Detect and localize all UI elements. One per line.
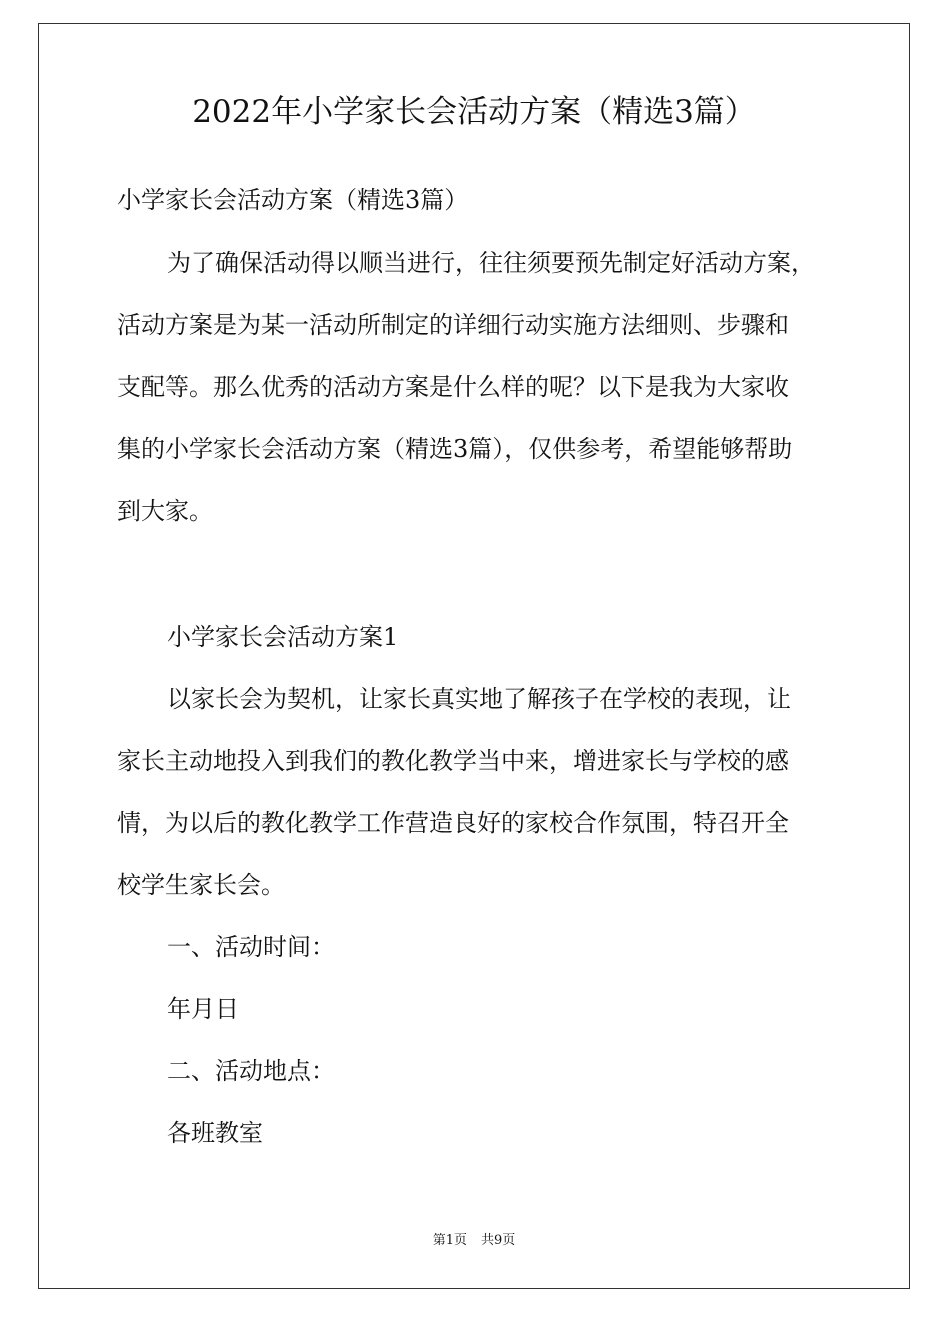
item-label-time: 一、活动时间： xyxy=(167,933,335,961)
section-paragraph-line: 校学生家长会。 xyxy=(117,871,285,899)
intro-line: 集的小学家长会活动方案（精选3篇），仅供参考，希望能够帮助 xyxy=(117,435,793,463)
section-paragraph-line: 以家长会为契机，让家长真实地了解孩子在学校的表现，让 xyxy=(167,685,791,713)
page-number-total: 共9页 xyxy=(481,1233,516,1248)
intro-line: 支配等。那么优秀的活动方案是什么样的呢？以下是我为大家收 xyxy=(117,373,789,401)
page-footer xyxy=(38,1231,910,1251)
item-label-location: 二、活动地点： xyxy=(167,1057,335,1085)
page-number-current: 第1页 xyxy=(432,1233,467,1248)
document-subtitle: 小学家长会活动方案（精选3篇） xyxy=(117,186,469,214)
intro-line: 为了确保活动得以顺当进行，往往须要预先制定好活动方案， xyxy=(167,249,815,277)
intro-line: 到大家。 xyxy=(117,497,213,525)
section-heading: 小学家长会活动方案1 xyxy=(167,623,399,651)
item-value-location: 各班教室 xyxy=(167,1119,263,1147)
item-value-time: 年月日 xyxy=(167,995,239,1023)
document-title: 2022年小学家长会活动方案（精选3篇） xyxy=(192,94,756,130)
section-paragraph-line: 情，为以后的教化教学工作营造良好的家校合作氛围，特召开全 xyxy=(117,809,789,837)
intro-line: 活动方案是为某一活动所制定的详细行动实施方法细则、步骤和 xyxy=(117,311,789,339)
section-paragraph-line: 家长主动地投入到我们的教化教学当中来，增进家长与学校的感 xyxy=(117,747,789,775)
